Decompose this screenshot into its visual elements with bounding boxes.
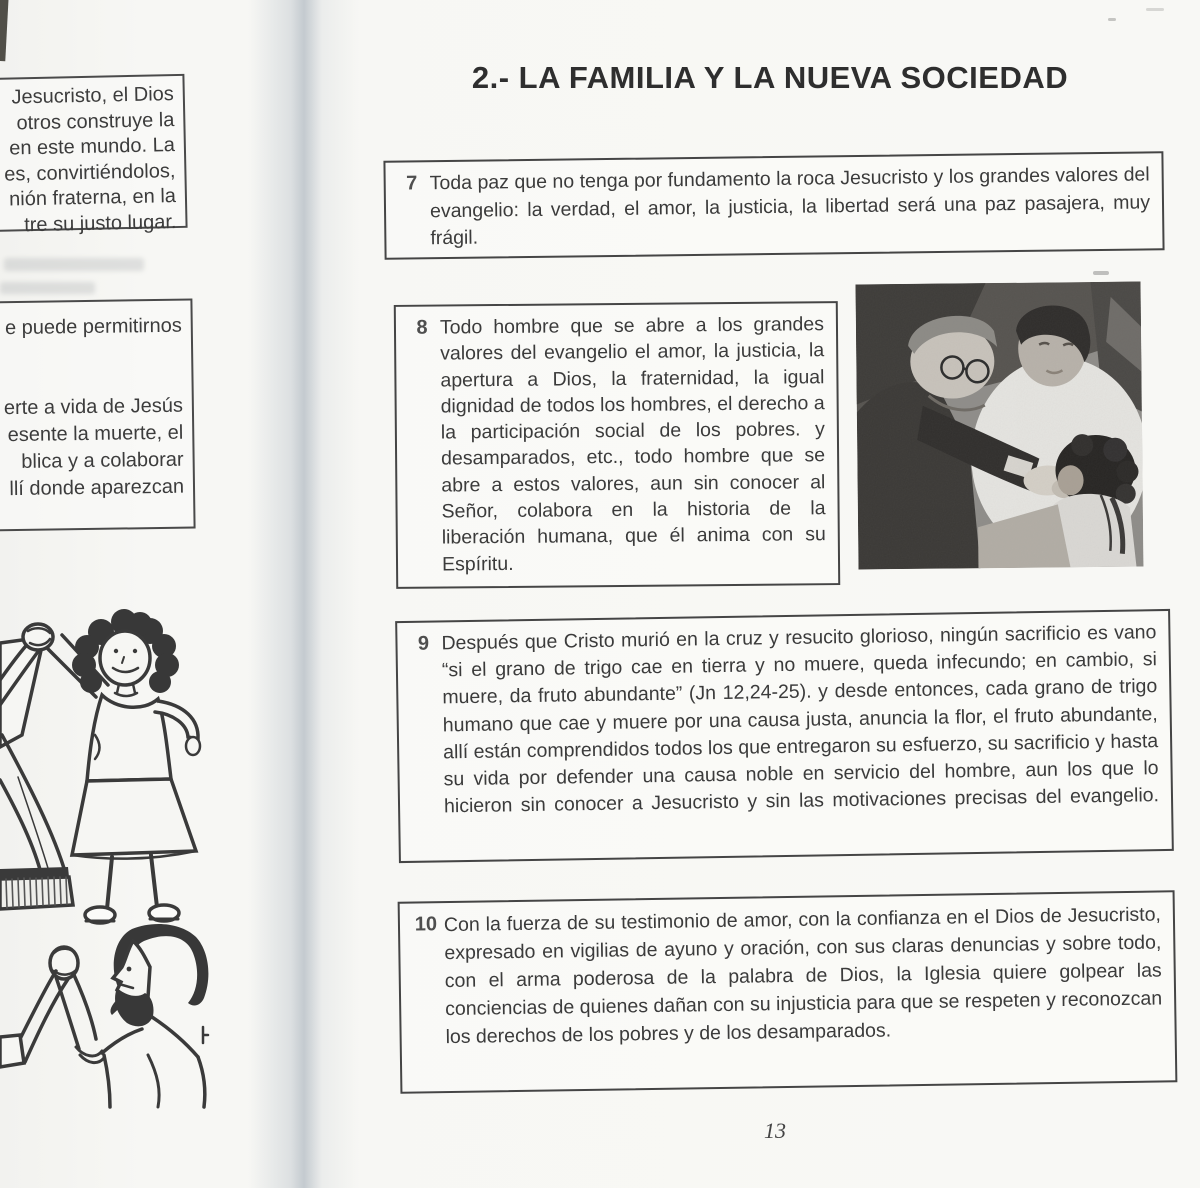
bleedthrough-smudge [0,282,95,294]
page-title: 2.- LA FAMILIA Y LA NUEVA SOCIEDAD [471,60,1069,95]
text-fragment: Jesucristo, el Dios [11,83,175,109]
text-fragment: e puede permitirnos [4,314,182,340]
paragraph-number: 8 [416,316,428,339]
paragraph-text: Todo hombre que se abre a los grandes valores del evangelio el amor, la justicia, la apertura a Dios, la fraternidad, la igual dignidad de todos los hombres, el derecho a la participación social de los pobres. y desamparados, etc., todo hombre que se abre a estos valores, aun sin conocer al Señor, colabora en la historia de la liberación humana, que él anima con su Espíritu. [439,313,826,576]
paragraph-8-box [394,301,840,589]
paragraph-7-box [383,151,1164,260]
text-fragment [0,340,183,396]
scan-speck [1093,271,1109,275]
text-fragment: otros construye la [16,108,175,134]
paragraph-text: Toda paz que no tenga por fundamento la roca Jesucristo y los grandes valores del evangelio: la verdad, el amor, la justicia, la libertad será una paz pasajera, muy frágil. [429,163,1151,250]
photo-illustration [856,282,1144,570]
scan-speck [1108,18,1116,21]
text-fragment: nión fraterna, en la [8,185,177,211]
paragraph-10-box [398,890,1178,1094]
scan-edge-artifact [0,0,9,61]
book-gutter-shadow [248,0,360,1188]
paragraph-number: 10 [414,913,438,936]
bleedthrough-smudge [4,258,144,271]
page-number: 13 [764,1118,786,1143]
left-text-box-2 [0,299,196,532]
text-fragment: es, convirtiéndolos, [3,159,176,186]
text-fragment: erte a vida de Jesús [3,394,184,420]
scan-speck [1146,8,1164,11]
photo [856,282,1144,570]
left-text-box-1 [0,74,188,237]
text-fragment: esente la muerte, el [7,421,184,447]
paragraph-text: Con la fuerza de su testimonio de amor, con la confianza en el Dios de Jesucristo, expresado en vigilias de ayuno y oración, con sus claras denuncias y sobre todo, con el arma poderosa de la palabra de Dios, la Iglesia quiere golpear las conciencias de quienes dañan con su injusticia para que se respeten y reconozcan los derechos de los pobres y de los desamparados. [443,903,1163,1049]
paragraph-number: 9 [417,632,430,655]
text-fragment: en este mundo. La [8,134,176,160]
text-fragment: blica y a colaborar [21,448,184,473]
hands-drawing-svg [0,585,250,1110]
text-fragment: tre su justo lugar. [23,211,177,237]
text-fragment: llí donde aparezcan [9,475,185,501]
hands-drawing [0,585,250,1110]
paragraph-9-box [395,609,1174,863]
paragraph-text: Después que Cristo murió en la cruz y resucito glorioso, ningún sacrificio es vano “si el grano de trigo cae en tierra y no muere, queda infecundo; en cambio, si muere, da fruto abundante” (Jn 12,24-25). y desde entonces, cada grano de trigo humano que cae y muere por una causa justa, anuncia la flor, el fruto abundante, allí están comprendidos todos los que entregaron su esfuerzo, su sacrificio y hasta su vida por defender una causa noble en servicio del hombre, aun los que lo hicieron sin conocer a Jesucristo y sin las motivaciones precisas del evangelio. [441,621,1160,818]
paragraph-number: 7 [406,172,418,195]
